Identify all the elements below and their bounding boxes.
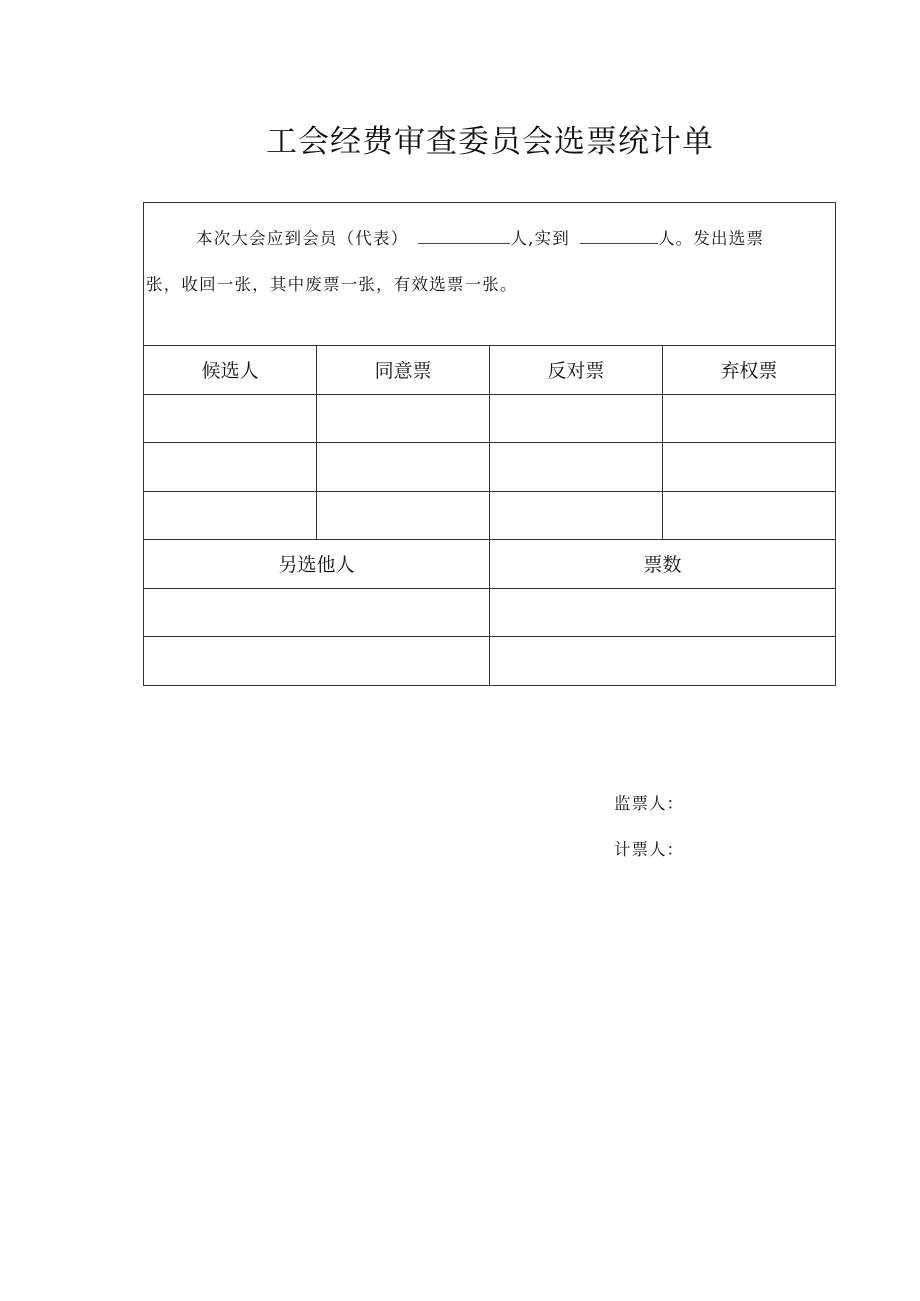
table-header-row: [144, 540, 835, 589]
write-in-table: [144, 539, 835, 685]
table-cell[interactable]: [490, 588, 836, 637]
signature-section: [614, 790, 684, 882]
table-cell[interactable]: [144, 491, 317, 539]
table-cell[interactable]: [662, 394, 835, 443]
table-cell[interactable]: [662, 491, 835, 539]
table-cell[interactable]: [490, 491, 663, 539]
table-row: [144, 394, 835, 443]
table-row: [144, 588, 835, 637]
intro-section: [144, 203, 835, 346]
table-cell[interactable]: [144, 588, 490, 637]
header-abstain-votes: 弃权票: [662, 346, 835, 394]
intro-line-2: 张，收回一张，其中废票一张，有效选票一张。: [146, 275, 518, 294]
counter-signature-label: 计票人：: [614, 840, 684, 859]
table-cell[interactable]: [490, 637, 836, 685]
ballot-form: [143, 202, 836, 686]
header-oppose-votes: 反对票: [490, 346, 663, 394]
header-candidate: 候选人: [144, 346, 317, 394]
expected-count-blank[interactable]: [418, 227, 510, 244]
table-cell[interactable]: [144, 443, 317, 492]
page-title: 工会经费审查委员会选票统计单: [266, 124, 714, 160]
header-write-in-candidate: 另选他人: [144, 540, 490, 589]
table-cell[interactable]: [490, 394, 663, 443]
intro-text-attendees-actual: 人,实到: [510, 229, 570, 248]
intro-text-attendees-expected: 本次大会应到会员（代表）: [196, 229, 409, 248]
table-row: [144, 491, 835, 539]
table-cell[interactable]: [490, 443, 663, 492]
actual-count-blank[interactable]: [580, 227, 658, 244]
table-row: [144, 637, 835, 685]
header-approve-votes: 同意票: [317, 346, 490, 394]
header-vote-count: 票数: [490, 540, 836, 589]
table-cell[interactable]: [317, 443, 490, 492]
intro-line-1: [196, 225, 764, 249]
table-cell[interactable]: [144, 637, 490, 685]
intro-text-ballots-issued: 人。发出选票: [657, 229, 765, 248]
table-cell[interactable]: [317, 394, 490, 443]
table-cell[interactable]: [144, 394, 317, 443]
table-cell[interactable]: [662, 443, 835, 492]
candidate-vote-table: [144, 346, 835, 539]
table-header-row: [144, 346, 835, 394]
monitor-signature-label: 监票人：: [614, 794, 684, 813]
table-cell[interactable]: [317, 491, 490, 539]
table-row: [144, 443, 835, 492]
